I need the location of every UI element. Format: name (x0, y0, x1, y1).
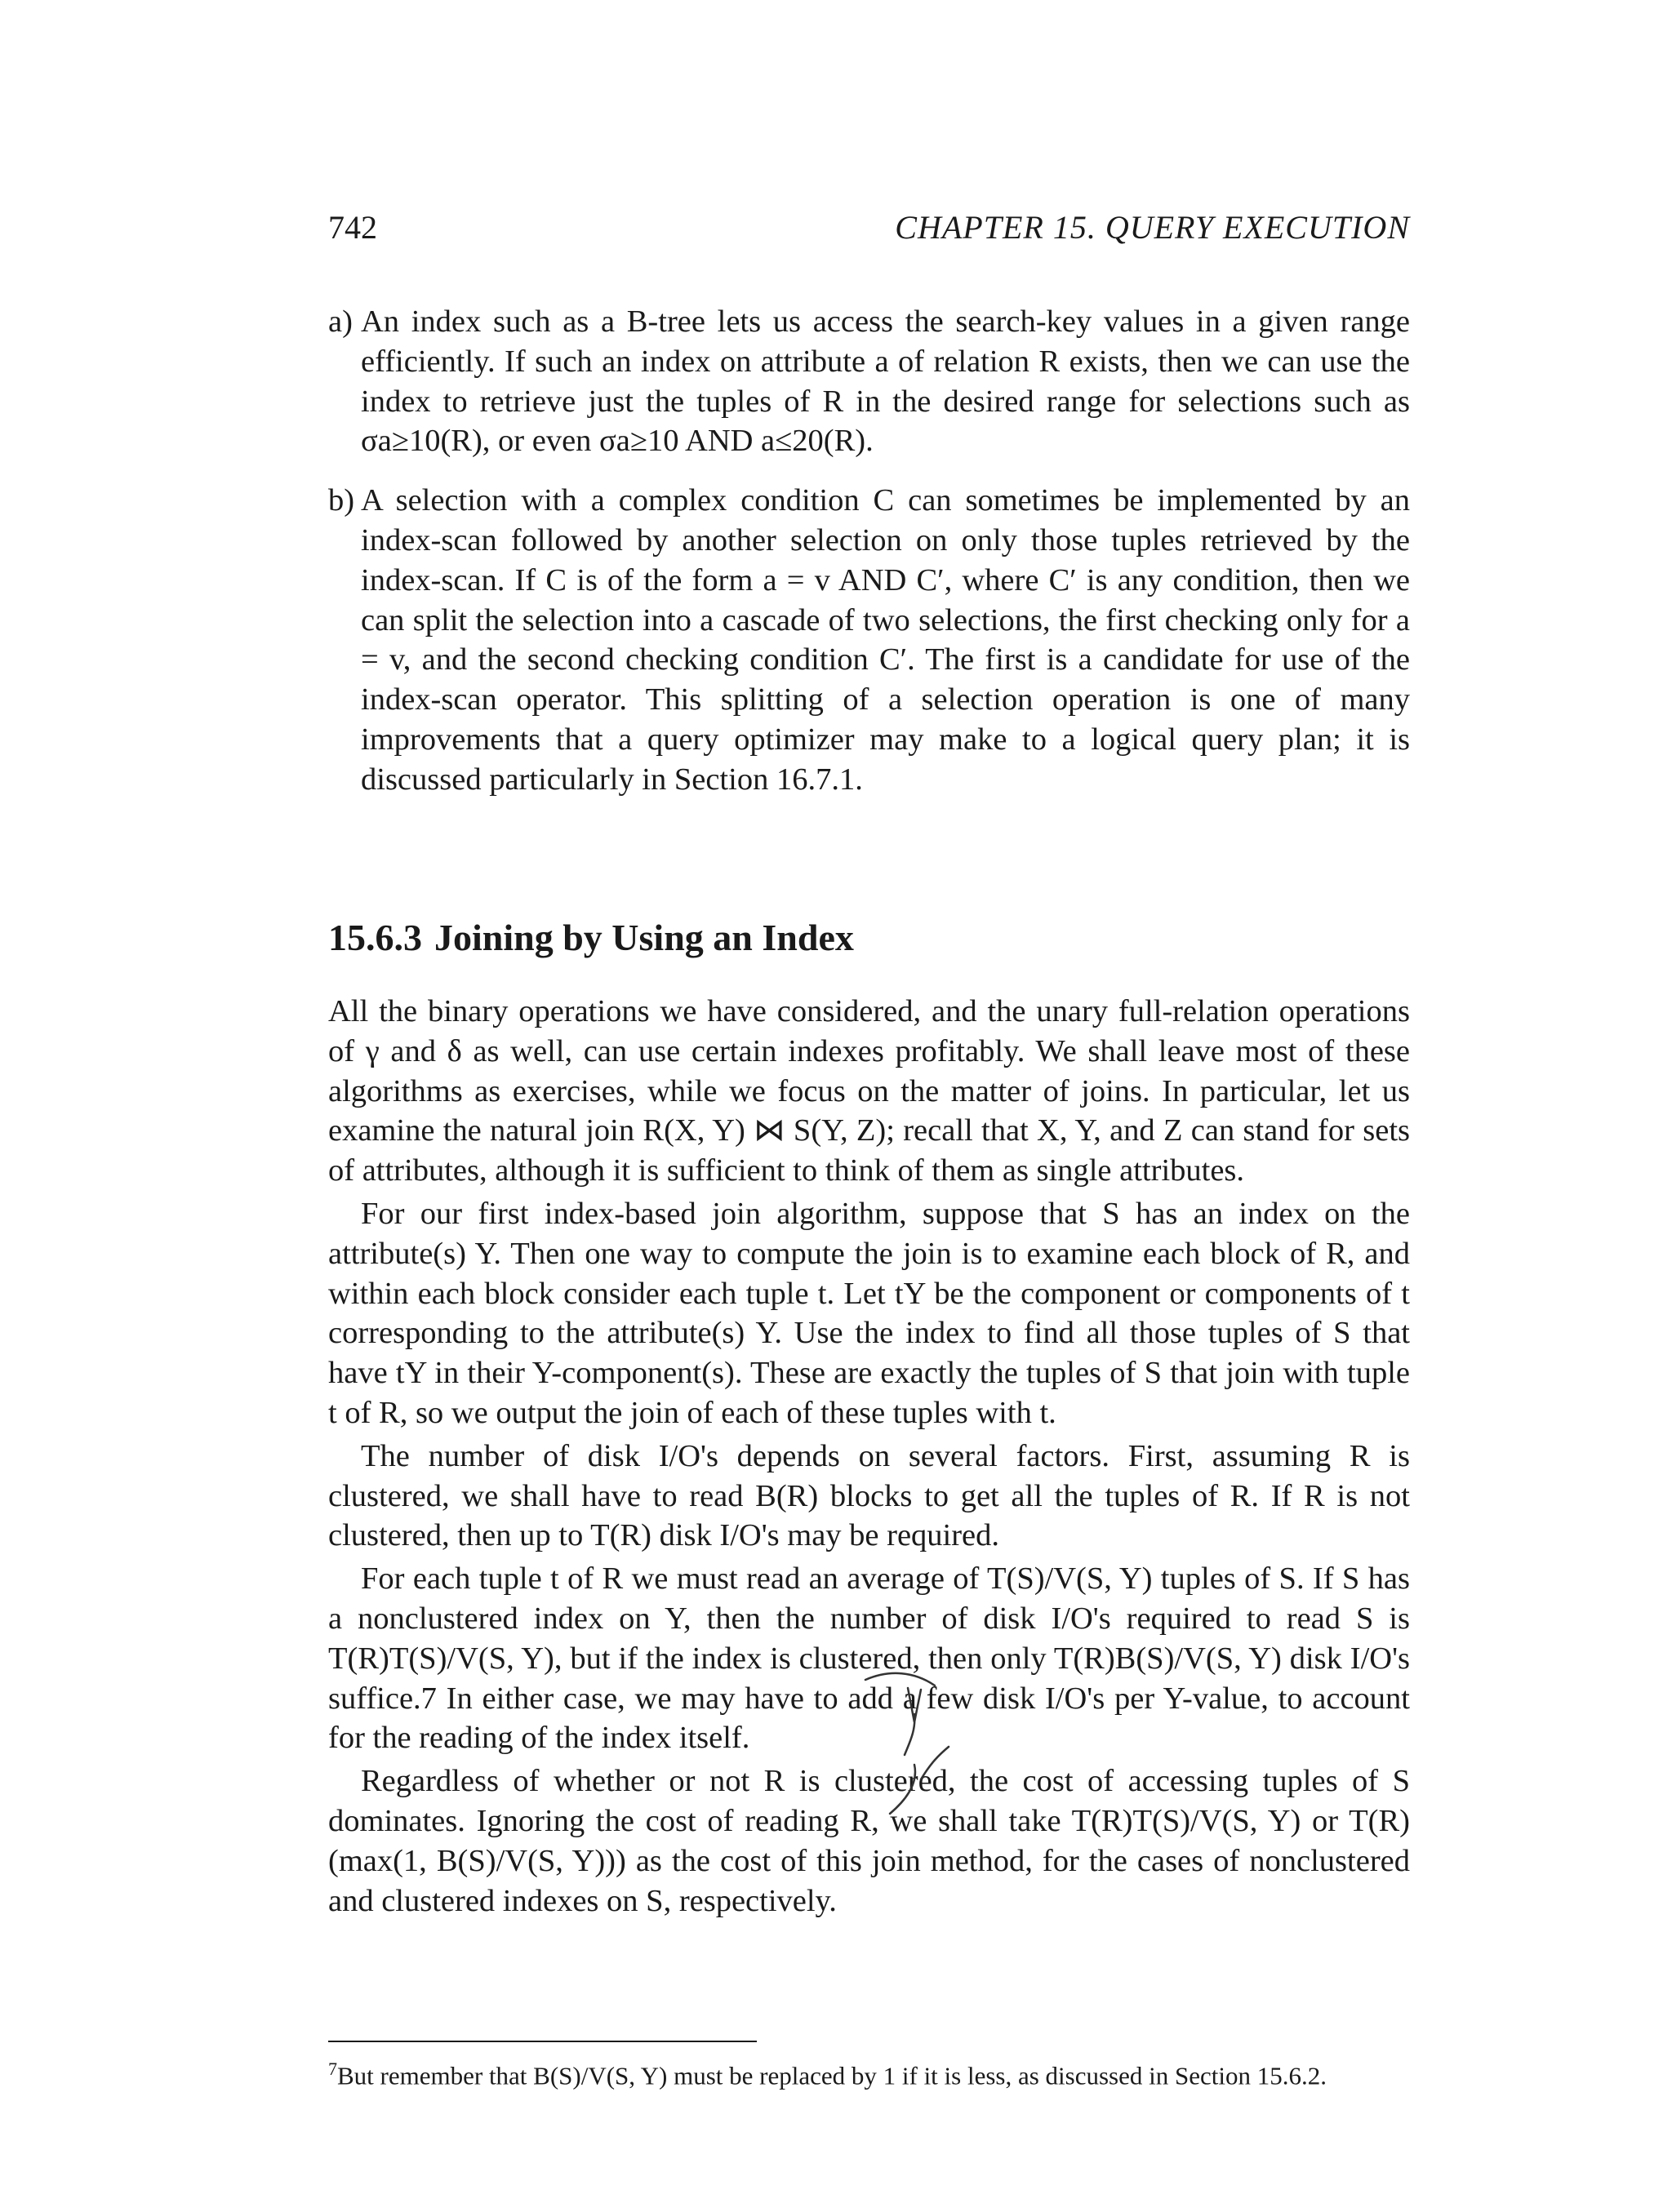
footnote-rule (328, 2041, 757, 2042)
page-number: 742 (328, 209, 377, 246)
paragraph: Regardless of whether or not R is clustered, the cost of accessing tuples of S dominates. Ignoring the cost of reading R, we shall take T(R)T(S)/V(S, Y) or T(R)(max(1, B(S)/V(S, Y))) as the cost of this join method, for the cases of nonclustered and clustered indexes on S, respectively. (328, 1764, 1410, 1918)
list-item-text: An index such as a B-tree lets us access the search-key values in a given range efficiently. If such an index on attribute a of relation R exists, then we can use the index to retrieve just the tuples of R in the desired range for selections such as σa≥10(R), or even σa≥10 AND a≤20(R). (361, 304, 1410, 459)
list-item-text: A selection with a complex condition C can sometimes be implemented by an index-scan followed by another selection on only those tuples retrieved by the index-scan. If C is of the form a = v AND C′, where C′ is any condition, then we can split the selection into a cascade of two selections, the first checking only for a = v, and the second checking condition C′. The first is a candidate for use of the index-scan operator. This splitting of a selection operation is one of many improvements that a query optimizer may make to a logical query plan; it is discussed particularly in Section 16.7.1. (361, 483, 1410, 797)
list-item (328, 302, 1410, 461)
paragraph: All the binary operations we have considered, and the unary full-relation operations of γ and δ as well, can use certain indexes profitably. We shall leave most of these algorithms as exercises, while we focus on the matter of joins. In particular, let us examine the natural join R(X, Y) ⋈ S(Y, Z); recall that X, Y, and Z can stand for sets of attributes, although it is sufficient to think of them as single attributes. (328, 994, 1410, 1188)
list-item (328, 481, 1410, 799)
method-list (328, 302, 1410, 800)
running-header (328, 208, 1410, 249)
paragraph: For each tuple t of R we must read an average of T(S)/V(S, Y) tuples of S. If S has a nonclustered index on Y, then the number of disk I/O's required to read S is T(R)T(S)/V(S, Y), but if the index is clustered, then only T(R)B(S)/V(S, Y) disk I/O's suffice.7 In either case, we may have to add a few disk I/O's per Y-value, to account for the reading of the index itself. (328, 1561, 1410, 1756)
chapter-title: CHAPTER 15. QUERY EXECUTION (895, 209, 1410, 246)
paragraph: The number of disk I/O's depends on several factors. First, assuming R is clustered, we shall have to read B(R) blocks to get all the tuples of R. If R is not clustered, then up to T(R) disk I/O's may be required. (328, 1438, 1410, 1553)
list-item-label: a) (328, 304, 353, 339)
paragraph: For our first index-based join algorithm, suppose that S has an index on the attribute(s) Y. Then one way to compute the join is to examine each block of R, and within each block consider each tuple t. Let tY be the component or components of t corresponding to the attribute(s) Y. Use the index to find all those tuples of S that have tY in their Y-component(s). These are exactly the tuples of S that join with tuple t of R, so we output the join of each of these tuples with t. (328, 1196, 1410, 1430)
list-item-label: b) (328, 483, 355, 518)
section-number: 15.6.3 (328, 917, 422, 958)
handwritten-mark (857, 1665, 963, 1820)
footnote-text: But remember that B(S)/V(S, Y) must be replaced by 1 if it is less, as discussed in Section 15.6.2. (337, 2061, 1327, 2090)
section-title: Joining by Using an Index (434, 917, 854, 958)
section-heading (328, 916, 854, 959)
footnote-marker: 7 (328, 2059, 337, 2079)
footnote (328, 2053, 1410, 2092)
